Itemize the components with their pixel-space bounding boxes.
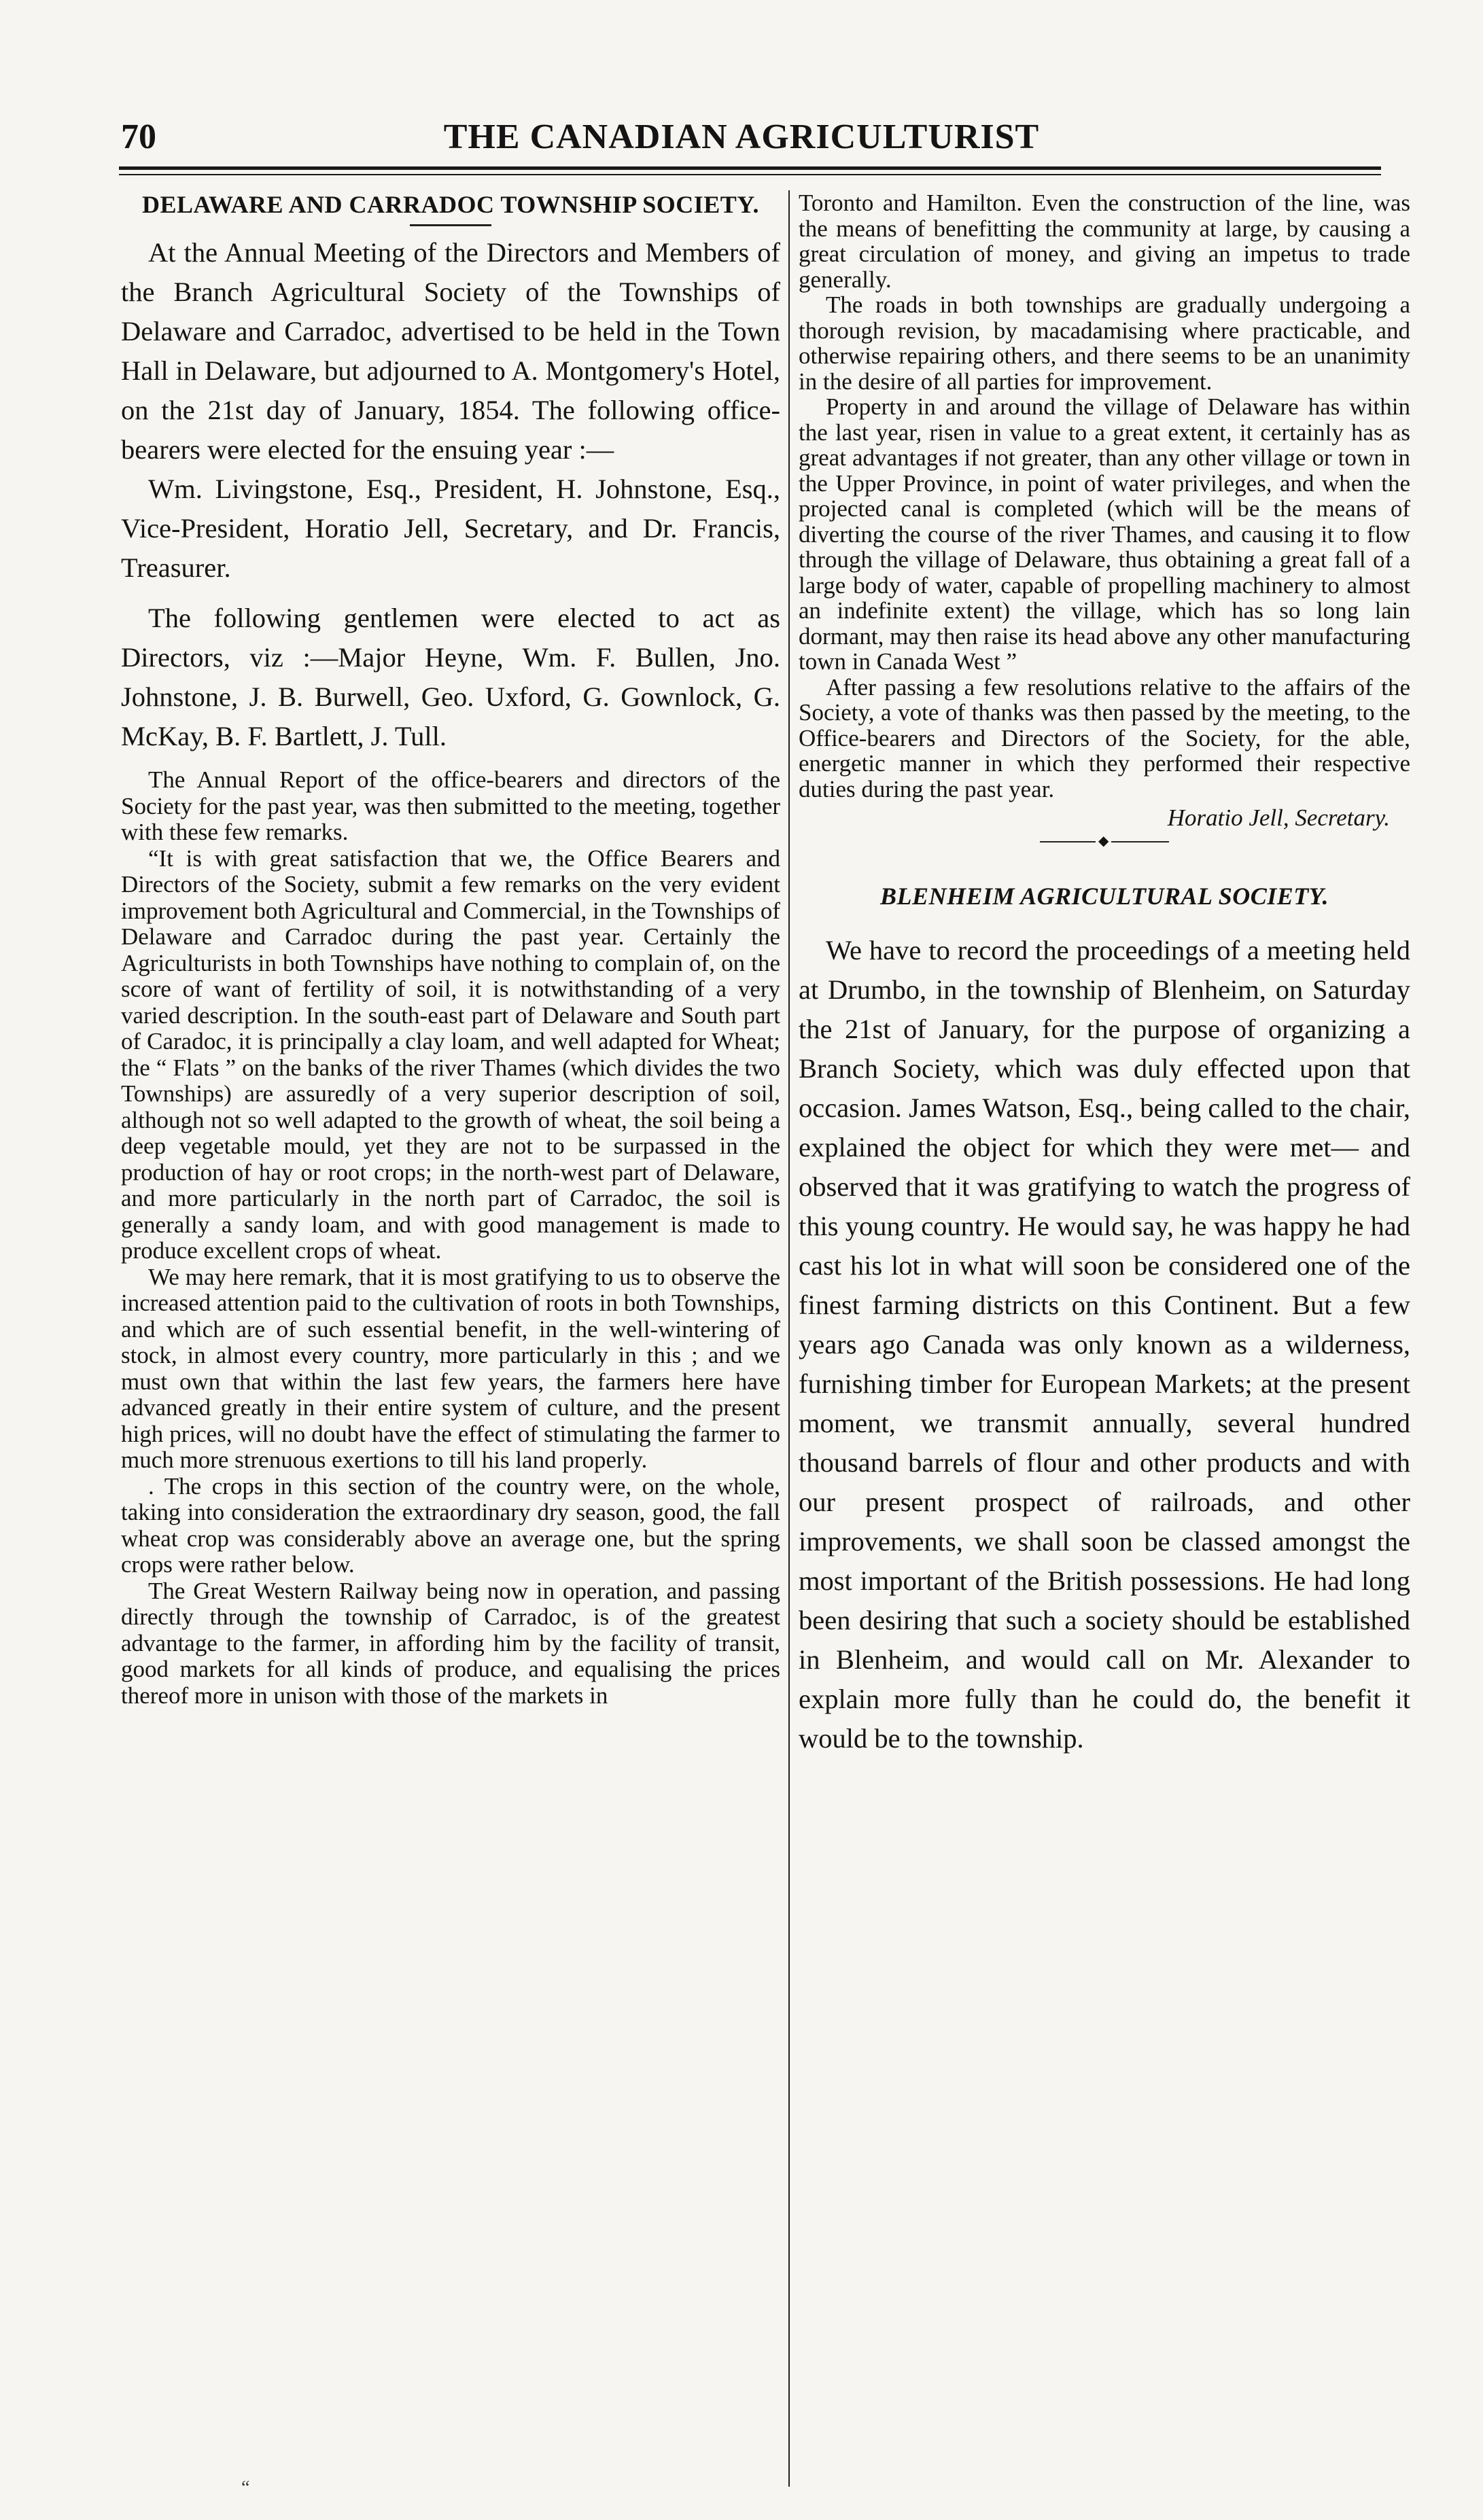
right-column bbox=[799, 190, 1410, 2514]
left-column bbox=[121, 190, 780, 2514]
secretary-signature: Horatio Jell, Secretary. bbox=[1167, 804, 1390, 831]
page-number: 70 bbox=[121, 118, 156, 156]
article-paragraph: We have to record the proceedings of a meeting held at Drumbo, in the township of Blenheim, on Saturday the 21st of January, for the purpose of organizing a Branch Society, which was duly effected upon that occasion. James Watson, Esq., being called to the chair, explained the object for which they were met— and observed that it was gratifying to watch the progress of this young country. He would say, he was happy he had cast his lot in what will soon be considered one of the finest farming districts on this Continent. But a few years ago Canada was only known as a wilderness, furnishing timber for European Markets; at the present moment, we transmit annually, several hundred thousand barrels of flour and other products and with our present prospect of railroads, and other improvements, we shall soon be classed amongst the most important of the British possessions. He had long been desiring that such a society should be established in Blenheim, and would call on Mr. Alexander to explain more fully than he could do, the benefit it would be to the township. bbox=[799, 935, 1410, 1754]
article-paragraph: Property in and around the village of Delaware has within the last year, risen in value to a great extent, it certainly has as great advantages if not greater, than any other village or town in the Upper Province, in point of water privileges, and when the projected canal is completed (which will be the means of diverting the course of the river Thames, and causing it to flow through the village of Delaware, thus obtaining a great fall of a large body of water, capable of propelling machinery to almost an indefinite extent) the village, which has so long lain dormant, may then raise its head above any other manufacturing town in Canada West ” bbox=[799, 393, 1410, 675]
article-paragraph: “It is with great satisfaction that we, the Office Bearers and Directors of the Society, submit a few remarks on the very evident improvement both Agricultural and Commercial, in the Townships of Delaware and Carradoc during the past year. Certainly the Agriculturists in both Townships have nothing to complain of, on the score of want of fertility of soil, it is notwithstanding of a very varied description. In the south-east part of Delaware and South part of Caradoc, it is principally a clay loam, and well adapted for Wheat; the “ Flats ” on the banks of the river Thames (which divides the two Townships) are assuredly of a very superior description of soil, although not so well adapted to the growth of wheat, the soil being a deep vegetable mould, yet they are not to be surpassed in the production of hay or root crops; in the north-west part of Delaware, and more particularly in the north part of Carradoc, the soil is generally a sandy loam, and with good management is made to produce excellent crops of wheat. bbox=[121, 845, 780, 1264]
article-heading-delaware: DELAWARE AND CARRADOC TOWNSHIP SOCIETY. bbox=[141, 191, 760, 218]
article-paragraph: The Annual Report of the office-bearers and directors of the Society for the past year, was then submitted to the meeting, together with these few remarks. bbox=[121, 766, 780, 845]
article-paragraph: The following gentlemen were elected to act as Directors, viz :—Major Heyne, Wm. F. Bullen, Jno. Johnstone, J. B. Burwell, Geo. Uxford, G. Gownlock, G. McKay, B. F. Bartlett, J. Tull. bbox=[121, 603, 780, 751]
section-ornament bbox=[1040, 834, 1169, 849]
header-rule bbox=[119, 166, 1381, 170]
header-rule-thin bbox=[119, 174, 1381, 175]
diamond-ornament-icon: ◆ bbox=[1096, 834, 1111, 848]
article-paragraph: Wm. Livingstone, Esq., President, H. Johnstone, Esq., Vice-President, Horatio Jell, Secretary, and Dr. Francis, Treasurer. bbox=[121, 474, 780, 583]
article-paragraph: The Great Western Railway being now in operation, and passing directly through the township of Carradoc, is of the greatest advantage to the farmer, in affording him by the facility of transit, good markets for all kinds of produce, and equalising the prices thereof more in unison with those of the markets in bbox=[121, 1577, 780, 1709]
article-paragraph: After passing a few resolutions relative to the affairs of the Society, a vote of thanks was then passed by the meeting, to the Office-bearers and Directors of the Society, for the able, energetic manner in which they performed their respective duties during the past year. bbox=[799, 673, 1410, 802]
article-paragraph: Toronto and Hamilton. Even the construction of the line, was the means of benefitting the community at large, by causing a great circulation of money, and giving an impetus to trade generally. bbox=[799, 190, 1410, 293]
article-paragraph: At the Annual Meeting of the Directors and Members of the Branch Agricultural Society of the Townships of Delaware and Carradoc, advertised to be held in the Town Hall in Delaware, but adjourned to A. Montgomery's Hotel, on the 21st day of January, 1854. The following office-bearers were elected for the ensuing year :— bbox=[121, 237, 780, 465]
footer-mark: “ bbox=[241, 2477, 250, 2498]
article-paragraph: . The crops in this section of the country were, on the whole, taking into consideration the extraordinary dry season, good, the fall wheat crop was considerably above an average one, but the spring crops were rather below. bbox=[121, 1472, 780, 1578]
column-divider bbox=[788, 190, 790, 2487]
page-header bbox=[102, 114, 1381, 162]
article-heading-blenheim: BLENHEIM AGRICULTURAL SOCIETY. bbox=[879, 883, 1329, 910]
heading-dash bbox=[410, 224, 491, 226]
running-title: THE CANADIAN AGRICULTURIST bbox=[443, 118, 1040, 156]
article-paragraph: We may here remark, that it is most gratifying to us to observe the increased attention paid to the cultivation of roots in both Townships, and which are of such essential benefit, in the well-wintering of stock, in almost every country, more particularly in this ; and we must own that within the last few years, the farmers here have advanced greatly in their entire system of culture, and the present high prices, will no doubt have the effect of stimulating the farmer to much more strenuous exertions to till his land properly. bbox=[121, 1263, 780, 1473]
article-paragraph: The roads in both townships are gradually undergoing a thorough revision, by macadamising where practicable, and otherwise repairing others, and there seems to be an unanimity in the desire of all parties for improvement. bbox=[799, 291, 1410, 395]
